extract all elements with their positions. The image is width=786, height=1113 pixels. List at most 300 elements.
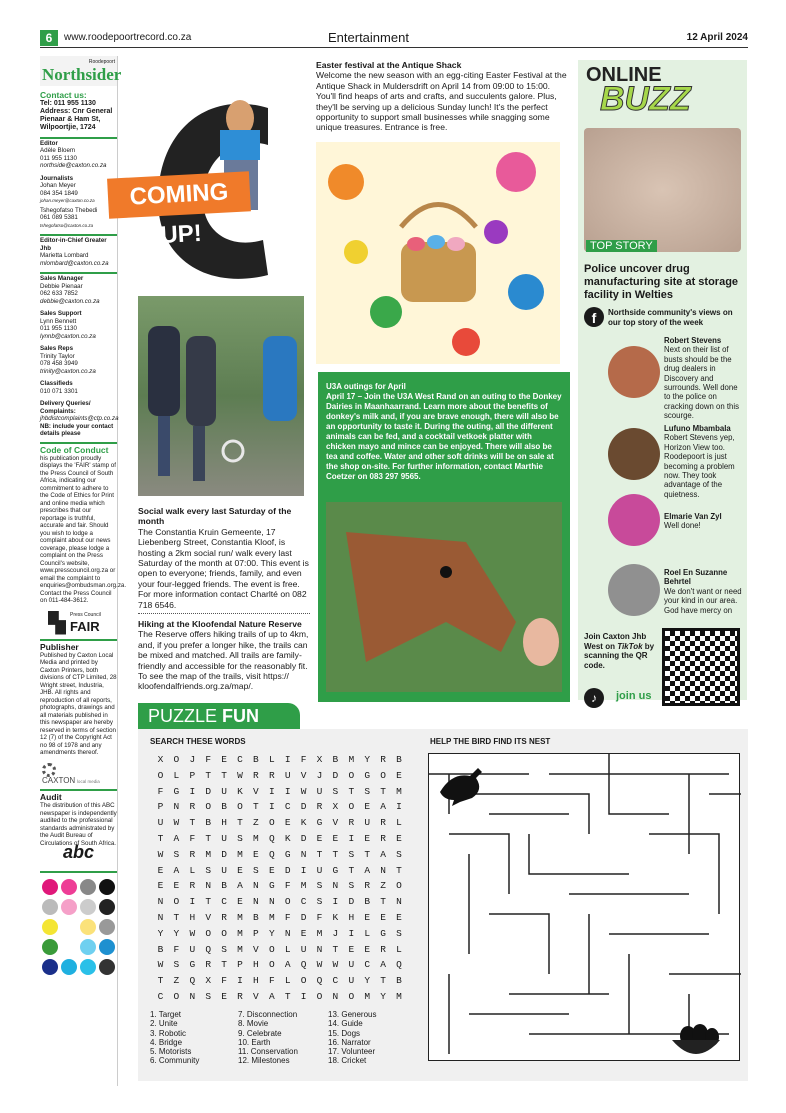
grid-letter[interactable]: O <box>173 754 180 765</box>
grid-letter[interactable]: B <box>221 801 227 813</box>
grid-letter[interactable]: E <box>396 912 402 923</box>
grid-letter[interactable]: F <box>205 754 212 765</box>
grid-letter[interactable]: R <box>253 769 259 781</box>
grid-letter[interactable]: W <box>157 959 164 971</box>
grid-letter[interactable]: Y <box>364 754 371 765</box>
grid-letter[interactable]: A <box>173 833 180 844</box>
grid-letter[interactable]: U <box>316 785 323 797</box>
grid-letter[interactable]: H <box>253 959 259 971</box>
grid-letter[interactable]: T <box>173 912 180 923</box>
grid-letter[interactable]: A <box>380 959 386 971</box>
grid-letter[interactable]: I <box>189 785 196 797</box>
grid-letter[interactable]: O <box>284 896 291 908</box>
grid-letter[interactable]: L <box>284 975 291 987</box>
grid-letter[interactable]: F <box>173 943 180 955</box>
caxton-logo: CAXTON local media <box>42 763 117 786</box>
grid-letter[interactable]: R <box>189 848 196 860</box>
grid-letter[interactable]: M <box>316 927 323 939</box>
grid-letter[interactable]: T <box>348 864 355 876</box>
grid-letter[interactable]: E <box>157 880 164 892</box>
grid-letter[interactable]: M <box>348 754 355 765</box>
grid-letter[interactable]: U <box>221 785 227 797</box>
grid-letter[interactable]: M <box>237 848 243 860</box>
grid-letter[interactable]: G <box>284 848 291 860</box>
grid-letter[interactable]: T <box>221 959 227 971</box>
grid-letter[interactable]: M <box>253 833 259 844</box>
grid-letter[interactable]: C <box>300 896 307 908</box>
grid-letter[interactable]: U <box>348 959 355 971</box>
grid-letter[interactable]: L <box>173 769 180 781</box>
grid-letter[interactable]: H <box>348 912 355 923</box>
buzz-online: ONLINE <box>586 64 662 86</box>
grid-letter[interactable]: M <box>396 991 402 1002</box>
grid-letter[interactable]: I <box>268 801 275 813</box>
grid-letter[interactable]: S <box>396 848 402 860</box>
grid-letter[interactable]: R <box>380 833 386 844</box>
grid-letter[interactable]: V <box>332 817 339 829</box>
grid-letter[interactable]: B <box>205 817 212 829</box>
grid-letter[interactable]: N <box>284 927 291 939</box>
page-number: 6 <box>40 30 58 46</box>
grid-letter[interactable]: F <box>157 785 164 797</box>
easter-article <box>316 60 571 133</box>
grid-letter[interactable]: Y <box>364 975 371 987</box>
grid-letter[interactable]: J <box>189 754 196 765</box>
grid-letter[interactable]: F <box>268 975 275 987</box>
grid-letter[interactable]: L <box>396 943 402 955</box>
tiktok-icon[interactable]: ♪ <box>584 688 604 708</box>
grid-letter[interactable]: V <box>253 991 259 1002</box>
grid-letter[interactable]: S <box>221 943 227 955</box>
grid-letter[interactable]: U <box>316 864 323 876</box>
grid-letter[interactable]: T <box>253 801 259 813</box>
grid-letter[interactable]: C <box>332 975 339 987</box>
contact-title: Contact us: <box>40 89 87 100</box>
grid-letter[interactable]: Q <box>396 959 402 971</box>
comment: Lufuno Mbambala Robert Stevens yep, Horizon View too. Roodepoort is just becoming a problem now. They took advantage of the quietness. <box>664 424 735 499</box>
u3a-title: U3A outings for April <box>326 382 406 391</box>
donkey-photo-frame <box>318 494 570 702</box>
grid-letter[interactable]: O <box>268 959 275 971</box>
grid-letter[interactable]: B <box>157 943 164 955</box>
grid-letter[interactable]: R <box>189 880 196 892</box>
grid-letter[interactable]: T <box>205 769 212 781</box>
goat-photo <box>326 502 562 692</box>
grid-letter[interactable]: E <box>364 912 371 923</box>
grid-letter[interactable]: E <box>396 769 402 781</box>
maze-title: HELP THE BIRD FIND ITS NEST <box>430 737 551 746</box>
grid-letter[interactable]: R <box>205 959 212 971</box>
grid-letter[interactable]: W <box>157 848 164 860</box>
grid-letter[interactable]: B <box>396 975 402 987</box>
word-list-2 <box>238 1010 328 1066</box>
grid-letter[interactable]: D <box>300 801 307 813</box>
grid-letter[interactable]: B <box>253 912 259 923</box>
grid-letter[interactable]: O <box>173 896 180 908</box>
grid-letter[interactable]: U <box>348 975 355 987</box>
grid-letter[interactable]: S <box>205 991 212 1002</box>
grid-letter[interactable]: S <box>332 785 339 797</box>
easter-body: Welcome the new season with an egg-citing Easter Festival at the Antique Shack in Muldersdrift on April 14 from 09:00 to 15:00. You'll find heaps of arts and crafts, and succulents galore. Plus, they'll be serving up a delicious Sunday lunch! It's the perfect opportunity to support small businesses while snagging some unique treasures. Entrance is free. <box>316 70 567 133</box>
grid-letter[interactable]: N <box>173 801 180 813</box>
grid-letter[interactable]: U <box>221 864 227 876</box>
comment: Robert Stevens Next on their list of busts should be the drug dealers in Discovery and surrounds. Well done to the police on cracking down on this scourge. <box>664 336 739 421</box>
grid-letter[interactable]: E <box>332 833 339 844</box>
grid-letter[interactable]: M <box>364 991 371 1002</box>
grid-letter[interactable]: S <box>348 848 355 860</box>
grid-letter[interactable]: M <box>237 943 243 955</box>
grid-letter[interactable]: N <box>157 896 164 908</box>
grid-letter[interactable]: E <box>268 864 275 876</box>
grid-letter[interactable]: P <box>157 801 164 813</box>
grid-letter[interactable]: O <box>300 975 307 987</box>
grid-letter[interactable]: Q <box>189 975 196 987</box>
grid-letter[interactable]: B <box>396 754 402 765</box>
grid-letter[interactable]: Q <box>316 975 323 987</box>
word-list-item: 12. Milestones <box>238 1056 290 1066</box>
grid-letter[interactable]: E <box>221 754 227 765</box>
grid-letter[interactable]: O <box>268 943 275 955</box>
grid-letter[interactable]: E <box>348 943 355 955</box>
grid-letter[interactable]: T <box>396 864 402 876</box>
grid-letter[interactable]: C <box>157 991 164 1002</box>
grid-letter[interactable]: M <box>205 848 212 860</box>
grid-letter[interactable]: O <box>157 769 164 781</box>
grid-letter[interactable]: W <box>173 817 180 829</box>
grid-letter[interactable]: S <box>316 880 323 892</box>
grid-letter[interactable]: Z <box>173 975 180 987</box>
online-buzz <box>578 60 747 705</box>
grid-letter[interactable]: I <box>189 896 196 908</box>
grid-letter[interactable]: V <box>253 785 259 797</box>
grid-letter[interactable]: Y <box>157 927 164 939</box>
grid-letter[interactable]: W <box>189 927 196 939</box>
avatar <box>608 494 660 546</box>
grid-letter[interactable]: I <box>396 801 402 813</box>
grid-letter[interactable]: V <box>300 769 307 781</box>
grid-letter[interactable]: F <box>316 912 323 923</box>
grid-letter[interactable]: O <box>268 817 275 829</box>
grid-letter[interactable]: T <box>332 848 339 860</box>
grid-letter[interactable]: I <box>284 754 291 765</box>
grid-letter[interactable]: S <box>237 833 243 844</box>
grid-letter[interactable]: V <box>253 943 259 955</box>
grid-letter[interactable]: E <box>316 833 323 844</box>
grid-letter[interactable]: X <box>316 754 323 765</box>
grid-letter[interactable]: N <box>268 896 275 908</box>
grid-letter[interactable]: G <box>364 769 371 781</box>
grid-letter[interactable]: C <box>284 801 291 813</box>
grid-letter[interactable]: X <box>205 975 212 987</box>
word-list-item: 4. Bridge <box>150 1037 183 1047</box>
grid-letter[interactable]: E <box>364 801 371 813</box>
comment: Elmarie Van Zyl Well done! <box>664 512 722 531</box>
grid-letter[interactable]: U <box>221 833 227 844</box>
grid-letter[interactable]: F <box>284 880 291 892</box>
grid-letter[interactable]: K <box>284 833 291 844</box>
grid-letter[interactable]: O <box>221 927 227 939</box>
grid-letter[interactable]: Q <box>205 943 212 955</box>
abc-logo: abc <box>62 842 95 862</box>
site-url[interactable]: www.roodepoortrecord.co.za <box>64 32 192 43</box>
grid-letter[interactable]: O <box>237 801 243 813</box>
grid-letter[interactable]: R <box>237 991 243 1002</box>
grid-letter[interactable]: B <box>253 754 259 765</box>
grid-letter[interactable]: N <box>189 991 196 1002</box>
grid-letter[interactable]: U <box>300 943 307 955</box>
grid-letter[interactable]: I <box>332 896 339 908</box>
grid-letter[interactable]: B <box>332 754 339 765</box>
grid-letter[interactable]: G <box>189 959 196 971</box>
grid-letter[interactable]: T <box>380 975 386 987</box>
grid-letter[interactable]: Q <box>300 959 307 971</box>
grid-letter[interactable]: T <box>157 833 164 844</box>
grid-letter[interactable]: K <box>332 912 339 923</box>
grid-letter[interactable]: L <box>364 927 371 939</box>
grid-letter[interactable]: O <box>205 801 212 813</box>
grid-letter[interactable]: U <box>284 769 291 781</box>
grid-letter[interactable]: F <box>300 754 307 765</box>
grid-letter[interactable]: U <box>189 943 196 955</box>
grid-letter[interactable]: B <box>364 896 371 908</box>
grid-letter[interactable]: G <box>173 785 180 797</box>
grid-letter[interactable]: T <box>332 943 339 955</box>
grid-letter[interactable]: S <box>348 880 355 892</box>
grid-letter[interactable]: C <box>364 959 371 971</box>
grid-letter[interactable]: N <box>380 864 386 876</box>
grid-letter[interactable]: I <box>300 991 307 1002</box>
buzz-views: Northside community's views on our top story of the week <box>608 308 733 327</box>
buzz-logo: BUZZ <box>600 80 691 118</box>
grid-letter[interactable]: E <box>253 848 259 860</box>
grid-letter[interactable]: J <box>332 927 339 939</box>
grid-letter[interactable]: M <box>396 785 402 797</box>
grid-letter[interactable]: L <box>268 754 275 765</box>
grid-letter[interactable]: O <box>173 991 180 1002</box>
qr-code[interactable] <box>662 628 740 706</box>
grid-letter[interactable]: O <box>316 991 323 1002</box>
grid-letter[interactable]: N <box>157 912 164 923</box>
grid-letter[interactable]: O <box>396 880 402 892</box>
grid-letter[interactable]: E <box>157 864 164 876</box>
grid-letter[interactable]: E <box>300 927 307 939</box>
grid-letter[interactable]: H <box>253 975 259 987</box>
grid-letter[interactable]: O <box>348 991 355 1002</box>
publisher-text: Published by Caxton Local Media and printed by Caxton Printers, both divisions of CTP Limited, 28 Wright street, Industria, JHB. All rights and reproduction of all reports, photographs, drawings and all materials published in this newspaper are hereby reserved in terms of section 12 (7) of the Copyright Act no 98 of 1978 and any amendments thereof. <box>40 651 117 756</box>
grid-letter[interactable]: P <box>237 959 243 971</box>
grid-letter[interactable]: T <box>205 896 212 908</box>
grid-letter[interactable]: G <box>380 927 386 939</box>
grid-letter[interactable]: S <box>253 864 259 876</box>
grid-letter[interactable]: A <box>380 801 386 813</box>
grid-letter[interactable]: K <box>300 817 307 829</box>
grid-letter[interactable]: N <box>205 880 212 892</box>
grid-letter[interactable]: N <box>300 848 307 860</box>
grid-letter[interactable]: O <box>205 927 212 939</box>
grid-letter[interactable]: G <box>316 817 323 829</box>
grid-letter[interactable]: O <box>380 769 386 781</box>
grid-letter[interactable]: P <box>189 769 196 781</box>
grid-letter[interactable]: I <box>284 785 291 797</box>
grid-letter[interactable]: S <box>396 927 402 939</box>
grid-letter[interactable]: S <box>173 848 180 860</box>
avatar <box>608 564 660 616</box>
walk-photo <box>138 296 304 496</box>
grid-letter[interactable]: Q <box>268 848 275 860</box>
grid-letter[interactable]: F <box>189 833 196 844</box>
grid-letter[interactable]: Y <box>268 927 275 939</box>
grid-letter[interactable]: D <box>300 912 307 923</box>
word-list-item: 15. Dogs <box>328 1028 361 1038</box>
grid-letter[interactable]: D <box>300 833 307 844</box>
grid-letter[interactable]: E <box>364 833 371 844</box>
grid-letter[interactable]: D <box>332 769 339 781</box>
grid-letter[interactable]: R <box>348 817 355 829</box>
grid-letter[interactable]: Z <box>380 880 386 892</box>
grid-letter[interactable]: W <box>237 769 243 781</box>
hike-body: The Reserve offers hiking trails of up to 4km, and, if you prefer a longer hike, the trails can be mixed and matched. All trails are family-friendly and accessible for the reasonably fit. To see the map of the trails, visit https:// kloofendalfriends.org.za/map/. <box>138 629 309 692</box>
grid-letter[interactable]: M <box>237 912 243 923</box>
grid-letter[interactable]: Z <box>253 817 259 829</box>
grid-letter[interactable]: N <box>253 880 259 892</box>
grid-letter[interactable]: L <box>189 864 196 876</box>
grid-letter[interactable]: X <box>157 754 164 765</box>
grid-letter[interactable]: R <box>189 801 196 813</box>
grid-letter[interactable]: H <box>189 912 196 923</box>
grid-letter[interactable]: R <box>221 912 227 923</box>
sidebar: Roodepoort Northsider Contact us: Tel: 011 955 1130 Address: Cnr General Pienaar & Ham St, Wilpoortjie, 1724 Editor Adèle Bloem 011 955 1130 northside@caxton.co.za Journalists Johan Meyer 084 354 1849 johan.meyer@caxton.co.za Tshegofatso Thebedi 061 089 5381 tshegofatso@caxton.co.za Editor-in-Chief Greater Jhb Marietta Lombard mlombard@caxton.co.za Sales Manager Debbie Pienaar 062 633 7852 debbie@caxton.co.za Sales Support Lynn Bennett 011 955 1130 lynnb@caxton.co.za Sales Reps Trinity Taylor 078 458 3949 trinity@caxton.co.za Classifieds 010 071 3301 Delivery Queries/ Complaints: jhbdistcomplaints@ctp.co.za NB: include your contact details please Code of Conduct his publication proudly displays the 'FAIR' stamp of the Press Council of South Africa, indicating our commitment to adhere to the Code of Ethics for Print and online media which prescribes that our reportage is truthful, accurate and fair. Should you wish to lodge a complaint about our news coverage, please lodge a complaint on the Press Council's website, www.presscouncil.org.za or email the complaint to enquiries@ombudsman.org.za. Contact the Press Council on 011-484-3612. Press Council FAIR Publisher Published by Caxton Local Media and printed by Caxton Printers, both divisions of CTP Limited, 28 Wright street, Industria, JHB. All rights and reproduction of all reports, photographs, drawings and all materials published in this newspaper are hereby reserved in terms of section 12 (7) of the Copyright Act no 98 of 1978 and any amendments thereof. CAXTON local media Audit The distribution of this ABC newspaper is independently audited to the professional standards administrated by the Audit Bureau of Circulations of South Africa. abc <box>40 56 118 1086</box>
word-list-1 <box>150 1010 240 1066</box>
grid-letter[interactable]: Y <box>380 991 386 1002</box>
grid-letter[interactable]: W <box>300 785 307 797</box>
buzz-headline: Police uncover drug manufacturing site at storage facility in Welties <box>584 263 739 301</box>
coc-title: Code of Conduct <box>40 442 117 455</box>
facebook-icon[interactable]: f <box>584 307 604 327</box>
grid-letter[interactable]: P <box>253 927 259 939</box>
grid-letter[interactable]: U <box>157 817 164 829</box>
grid-letter[interactable]: T <box>348 785 355 797</box>
grid-letter[interactable]: I <box>237 975 243 987</box>
grid-letter[interactable]: C <box>221 896 227 908</box>
grid-letter[interactable]: M <box>268 912 275 923</box>
grid-letter[interactable]: T <box>189 817 196 829</box>
grid-letter[interactable]: W <box>332 959 339 971</box>
grid-letter[interactable]: A <box>173 864 180 876</box>
grid-letter[interactable]: T <box>284 991 291 1002</box>
grid-letter[interactable]: S <box>316 896 323 908</box>
grid-letter[interactable]: W <box>316 959 323 971</box>
grid-letter[interactable]: E <box>380 912 386 923</box>
word-list-item: 14. Guide <box>328 1019 363 1029</box>
grid-letter[interactable]: T <box>157 975 164 987</box>
grid-letter[interactable]: J <box>316 769 323 781</box>
avatar <box>608 428 660 480</box>
grid-letter[interactable]: A <box>380 848 386 860</box>
grid-letter[interactable]: R <box>380 754 386 765</box>
grid-letter[interactable]: T <box>237 817 243 829</box>
grid-letter[interactable]: N <box>316 943 323 955</box>
grid-letter[interactable]: N <box>332 880 339 892</box>
grid-letter[interactable]: E <box>364 943 371 955</box>
grid-letter[interactable]: T <box>221 769 227 781</box>
top-story-photo <box>584 128 741 252</box>
grid-letter[interactable]: E <box>221 991 227 1002</box>
grid-letter[interactable]: D <box>205 785 212 797</box>
issue-date: 12 April 2024 <box>686 32 748 43</box>
grid-letter[interactable]: I <box>300 864 307 876</box>
grid-letter[interactable]: N <box>253 896 259 908</box>
grid-letter[interactable]: U <box>364 817 371 829</box>
grid-letter[interactable]: H <box>221 817 227 829</box>
grid-letter[interactable]: F <box>221 975 227 987</box>
grid-letter[interactable]: A <box>284 959 291 971</box>
grid-letter[interactable]: E <box>237 864 243 876</box>
grid-letter[interactable]: O <box>348 801 355 813</box>
grid-letter[interactable]: I <box>348 833 355 844</box>
grid-letter[interactable]: I <box>268 785 275 797</box>
grid-letter[interactable]: T <box>380 785 386 797</box>
grid-letter[interactable]: R <box>268 769 275 781</box>
grid-letter[interactable]: F <box>284 912 291 923</box>
grid-letter[interactable]: R <box>380 943 386 955</box>
grid-letter[interactable]: D <box>348 896 355 908</box>
grid-letter[interactable]: X <box>332 801 339 813</box>
nest-icon <box>670 1020 722 1062</box>
grid-letter[interactable]: O <box>348 769 355 781</box>
grid-letter[interactable]: N <box>332 991 339 1002</box>
grid-letter[interactable]: S <box>364 785 371 797</box>
grid-letter[interactable]: K <box>237 785 243 797</box>
grid-letter[interactable]: Q <box>268 833 275 844</box>
grid-letter[interactable]: B <box>221 880 227 892</box>
grid-letter[interactable]: D <box>284 864 291 876</box>
grid-letter[interactable]: S <box>205 864 212 876</box>
grid-letter[interactable]: A <box>364 864 371 876</box>
grid-letter[interactable]: E <box>396 833 402 844</box>
grid-letter[interactable]: C <box>237 754 243 765</box>
grid-letter[interactable]: M <box>237 927 243 939</box>
grid-letter[interactable]: T <box>364 848 371 860</box>
avatar <box>608 346 660 398</box>
grid-letter[interactable]: V <box>205 912 212 923</box>
grid-letter[interactable]: L <box>284 943 291 955</box>
grid-letter[interactable]: S <box>173 959 180 971</box>
grid-letter[interactable]: G <box>332 864 339 876</box>
grid-letter[interactable]: M <box>300 880 307 892</box>
grid-letter[interactable]: T <box>205 833 212 844</box>
grid-letter[interactable]: T <box>380 896 386 908</box>
grid-letter[interactable]: N <box>396 896 402 908</box>
join-us[interactable]: join us <box>616 690 652 702</box>
grid-letter[interactable]: E <box>237 896 243 908</box>
grid-letter[interactable]: T <box>316 848 323 860</box>
grid-letter[interactable]: R <box>364 880 371 892</box>
puzzle-title: PUZZLE FUN <box>138 703 300 729</box>
grid-letter[interactable]: G <box>268 880 275 892</box>
grid-letter[interactable]: R <box>316 801 323 813</box>
coc-text: his publication proudly displays the 'FAIR' stamp of the Press Council of South Africa, indicating our commitment to adhere to the Code of Ethics for Print and online media which prescribes that our reportage is truthful, accurate and fair. Should you wish to lodge a complaint about our news coverage, please lodge a complaint on the Press Council's website, www.presscouncil.org.za or email the complaint to enquiries@ombudsman.org.za. Contact the Press Council on 011-484-3612. <box>40 454 127 604</box>
grid-letter[interactable]: I <box>348 927 355 939</box>
grid-letter[interactable]: Y <box>173 927 180 939</box>
grid-letter[interactable]: L <box>396 817 402 829</box>
grid-letter[interactable]: E <box>284 817 291 829</box>
grid-letter[interactable]: D <box>221 848 227 860</box>
grid-letter[interactable]: A <box>268 991 275 1002</box>
hike-article <box>138 619 310 692</box>
grid-letter[interactable]: E <box>173 880 180 892</box>
grid-letter[interactable]: A <box>237 880 243 892</box>
grid-letter[interactable]: R <box>380 817 386 829</box>
